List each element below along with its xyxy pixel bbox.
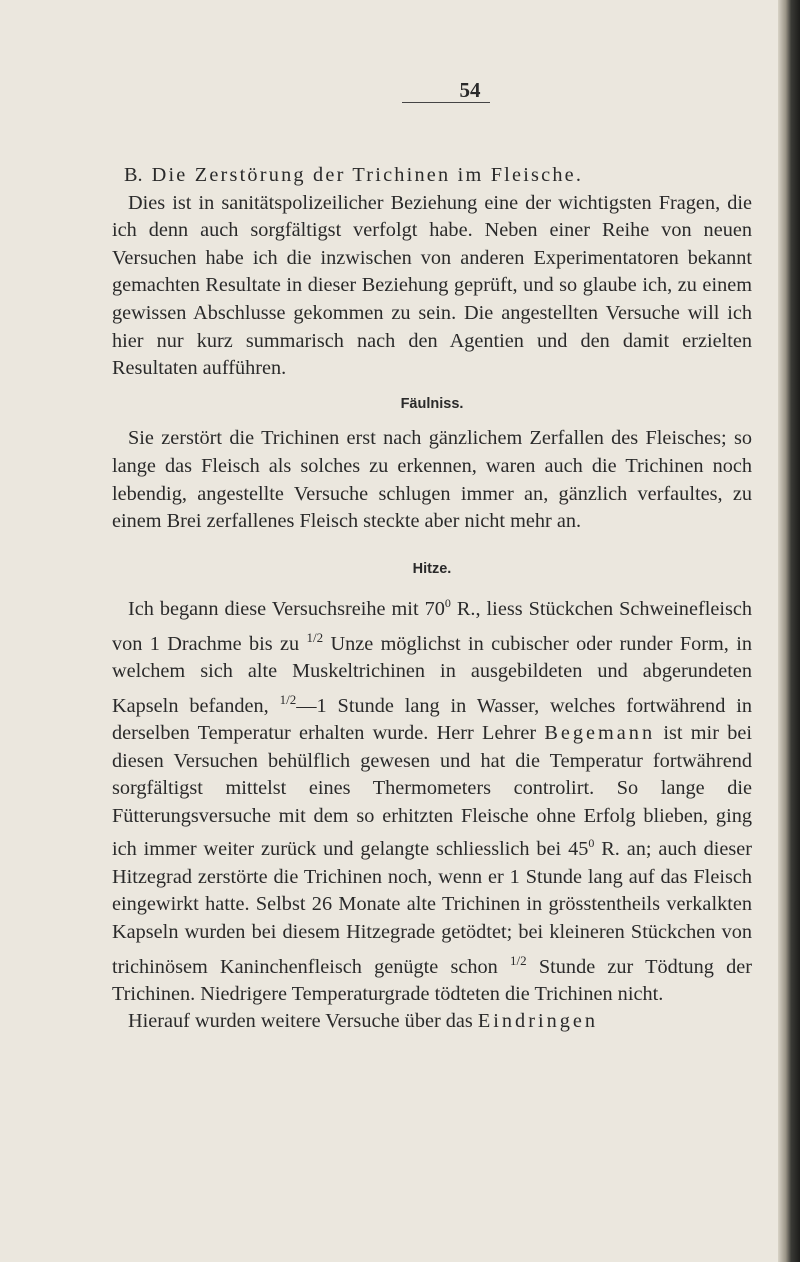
- last-line: [112, 1008, 752, 1036]
- hitze-text-7: Stunde zur Tödtung der Trichinen. Niedrigere Temperaturgrade tödteten die Trichinen nicht.: [112, 955, 752, 1005]
- hitze-text-2: R., liess Stückchen Schweinefleisch von 1 Drachme bis zu: [112, 598, 752, 655]
- page-number: 54: [459, 78, 481, 102]
- name-begemann: Begemann: [544, 721, 656, 744]
- hitze-text-6: R. an; auch dieser Hitzegrad zerstörte die Trichinen noch, wenn er 1 Stunde lang auf das Fleisch eingewirkt hatte. Selbst 26 Monate alte Trichinen in grösstentheils verkalkten Kapseln wurden bei diesem Hitzegrade getödtet; bei kleineren Stückchen von trichinösem Kaninchenfleisch genügte schon: [112, 838, 752, 978]
- last-line-text: Hierauf wurden weitere Versuche über das: [128, 1010, 478, 1033]
- last-line-spaced-word: Eindringen: [477, 1010, 599, 1033]
- fraction-half-2: 1/2: [279, 691, 297, 707]
- heading-hitze: Hitze.: [412, 560, 452, 577]
- page-edge-shadow: [778, 0, 800, 1262]
- header-rule: [402, 102, 490, 103]
- hitze-text-4: —1 Stunde lang in Wasser, welches fortwährend in derselben Temperatur erhalten wurde. Herr Lehrer: [112, 694, 752, 744]
- hitze-text-5: ist mir bei diesen Versuchen behülflich gewesen und hat die Temperatur fortwährend sorgfältigst mittelst eines Thermometers controlirt. So lange die Fütterungsversuche mit dem so erhitzten Fleische ohne Erfolg blieben, ging ich immer weiter zurück und gelangte schliesslich bei 45: [112, 721, 752, 861]
- hitze-text-3: Unze möglichst in cubischer oder runder Form, in welchem sich alte Muskeltrichinen in ausgebildeten und abgerundeten Kapseln befanden,: [112, 632, 752, 717]
- fraction-half-3: 1/2: [510, 952, 527, 968]
- faeulniss-paragraph: Sie zerstört die Trichinen erst nach gänzlichem Zerfallen des Fleisches; so lange das Fleisch als solches zu erkennen, waren auch die Trichinen noch lebendig, angestellte Versuche schlugen immer an, gänzlich verfaultes, zu einem Brei zerfallenes Fleisch steckte aber nicht mehr an.: [112, 427, 752, 533]
- heading-faeulniss: Fäulniss.: [400, 395, 464, 412]
- hitze-text-1: Ich begann diese Versuchsreihe mit 70: [128, 598, 445, 621]
- fraction-half-1: 1/2: [306, 629, 324, 645]
- intro-paragraph: Dies ist in sanitätspolizeilicher Beziehung eine der wichtigsten Fragen, die ich denn auch sorgfältigst verfolgt habe. Neben einer Reihe von neuen Versuchen habe ich die inzwischen von anderen Experimentatoren bekannt gemachten Resultate in dieser Beziehung geprüft, und so glaube ich, zu einem gewissen Abschlusse gekommen zu sein. Die angestellten Versuche will ich hier nur kurz summarisch nach den Agentien und den damit erzielten Resultaten aufführen.: [112, 191, 752, 380]
- degree-sign-1: 0: [444, 596, 451, 611]
- hitze-paragraph: [112, 590, 752, 1008]
- section-letter: B.: [124, 164, 143, 186]
- section-title: [124, 162, 752, 190]
- section-title-text: Die Zerstörung der Trichinen im Fleische.: [151, 164, 584, 186]
- text-body: [112, 162, 752, 1036]
- degree-sign-2: 0: [588, 836, 595, 851]
